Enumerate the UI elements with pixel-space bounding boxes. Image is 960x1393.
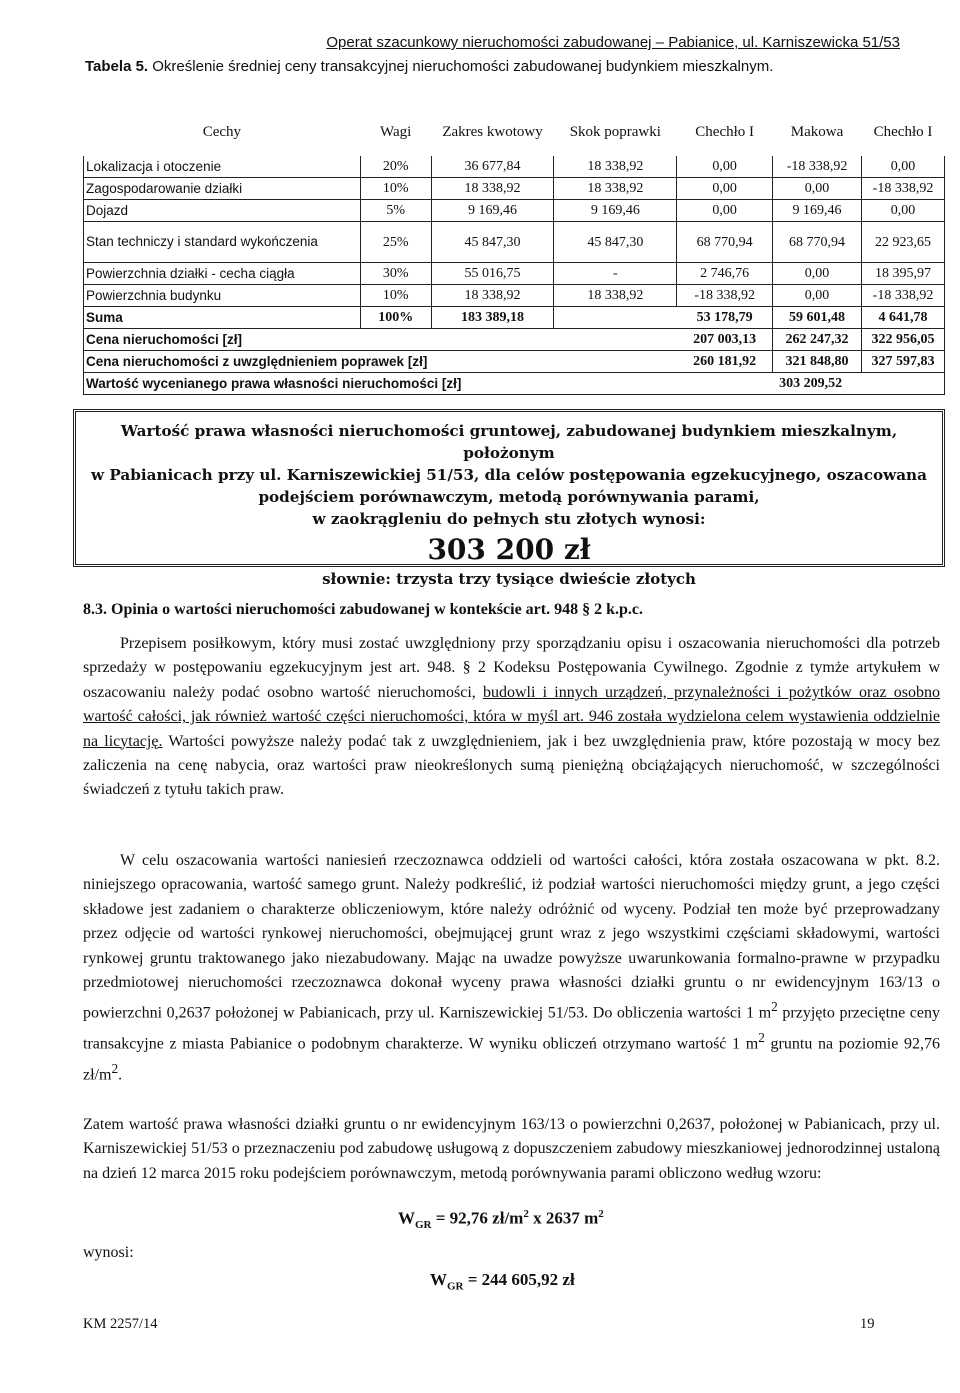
table-row <box>84 156 945 178</box>
table-row <box>84 200 945 222</box>
row-comp1: 2 746,76 <box>677 263 773 285</box>
paragraph-1-text-a: Przepisem posiłkowym, który musi zostać uwzględniony przy sporządzaniu opisu i oszacowania nieruchomości dla potrzeb sprzedaży w postępowaniu egzekucyjnym jest art. 948. § 2 Kodeksu Postępowania Cywilnego. Zgodnie z tymże artykułem w oszacowaniu należy podać osobno wartość nieruchomości, <box>83 635 940 701</box>
paragraph-2-text-b: przyjęto przeciętne ceny transakcyjne z miasta Pabianice o podobnym charakterze. W wyniku obliczeń otrzymano wartość 1 m <box>83 1004 940 1053</box>
row-label: Powierzchnia budynku <box>84 285 361 307</box>
row-step: - <box>554 263 677 285</box>
appraised-value-label: Wartość wycenianego prawa własności nieruchomości [zł] <box>84 373 677 395</box>
row-step: 45 847,30 <box>554 222 677 263</box>
table-header-row <box>84 109 945 156</box>
row-weight: 25% <box>360 222 431 263</box>
row-comp2: 0,00 <box>773 263 862 285</box>
formula-2 <box>430 1270 575 1292</box>
sum-comp1: 53 178,79 <box>677 307 773 329</box>
row-comp3: 18 395,97 <box>862 263 945 285</box>
price-row <box>84 329 945 351</box>
yields-label: wynosi: <box>83 1244 134 1261</box>
row-range: 18 338,92 <box>431 285 554 307</box>
row-label: Powierzchnia działki - cecha ciągła <box>84 263 361 285</box>
price-comp2: 262 247,32 <box>773 329 862 351</box>
header-range: Zakres kwotowy <box>442 124 543 140</box>
row-comp1: 0,00 <box>677 178 773 200</box>
superscript: 2 <box>523 1208 529 1220</box>
paragraph-2-text-d: . <box>118 1066 123 1084</box>
superscript: 2 <box>758 1030 765 1046</box>
row-weight: 10% <box>360 178 431 200</box>
row-range: 45 847,30 <box>431 222 554 263</box>
header-features: Cechy <box>202 124 242 140</box>
summary-amount-words: słownie: trzysta trzy tysiące dwieście złotych <box>322 570 696 588</box>
header-weights: Wagi <box>380 124 412 140</box>
adjusted-price-row <box>84 351 945 373</box>
valuation-table <box>83 108 945 395</box>
adjusted-price-comp2: 321 848,80 <box>773 351 862 373</box>
formula-1-part-b: x 2637 m <box>528 1208 599 1228</box>
row-range: 9 169,46 <box>431 200 554 222</box>
paragraph-1-underlined: budowli i innych urządzeń, przynależności i pożytków oraz osobno wartość całości, jak również wartość części nieruchomości, która w myśl art. 946 została wydzielona celem wystawienia oddzielnie na licytację. <box>83 683 940 750</box>
row-range: 18 338,92 <box>431 178 554 200</box>
row-label: Stan techniczy i standard wykończenia <box>84 222 361 263</box>
summary-line-3: podejściem porównawczym, metodą porównywania parami, <box>258 488 760 506</box>
price-label: Cena nieruchomości [zł] <box>84 329 677 351</box>
table-row <box>84 263 945 285</box>
row-comp1: 0,00 <box>677 156 773 178</box>
row-weight: 20% <box>360 156 431 178</box>
price-comp3: 322 956,05 <box>862 329 945 351</box>
row-label: Dojazd <box>84 200 361 222</box>
table-row <box>84 178 945 200</box>
valuation-summary-box <box>73 409 945 588</box>
row-weight: 10% <box>360 285 431 307</box>
row-comp1: -18 338,92 <box>677 285 773 307</box>
row-step: 18 338,92 <box>554 156 677 178</box>
sum-weight: 100% <box>360 307 431 329</box>
paragraph-1 <box>83 632 940 803</box>
appraised-value-row <box>84 373 945 395</box>
row-range: 55 016,75 <box>431 263 554 285</box>
footer-reference: KM 2257/14 <box>83 1316 158 1332</box>
sum-comp2: 59 601,48 <box>773 307 862 329</box>
superscript: 2 <box>598 1208 604 1220</box>
document-header-title: Operat szacunkowy nieruchomości zabudowanej – Pabianice, ul. Karniszewicka 51/53 <box>326 34 900 51</box>
row-weight: 30% <box>360 263 431 285</box>
formula-symbol: W <box>398 1208 415 1228</box>
row-comp3: -18 338,92 <box>862 178 945 200</box>
appraised-value: 303 209,52 <box>677 373 945 395</box>
table-row <box>84 222 945 263</box>
row-step: 9 169,46 <box>554 200 677 222</box>
adjusted-price-comp1: 260 181,92 <box>677 351 773 373</box>
row-comp1: 0,00 <box>677 200 773 222</box>
row-comp2: -18 338,92 <box>773 156 862 178</box>
formula-symbol: W <box>430 1270 447 1289</box>
header-comp2: Makowa <box>790 124 844 140</box>
row-step: 18 338,92 <box>554 285 677 307</box>
formula-2-result: = 244 605,92 zł <box>463 1270 575 1289</box>
formula-subscript: GR <box>415 1219 432 1232</box>
sum-empty <box>554 307 677 329</box>
summary-line-4: w zaokrągleniu do pełnych stu złotych wynosi: <box>312 510 706 528</box>
row-range: 36 677,84 <box>431 156 554 178</box>
superscript: 2 <box>111 1060 119 1076</box>
price-comp1: 207 003,13 <box>677 329 773 351</box>
table-caption <box>85 58 773 75</box>
summary-line-2: w Pabianicach przy ul. Karniszewickiej 51/53, dla celów postępowania egzekucyjnego, oszacowana <box>91 466 927 484</box>
paragraph-1-text-b: Wartości powyższe należy podać tak z uwzględnieniem, jak i bez uwzględnienia praw, które pozostają w mocy bez zaliczenia na cenę nabycia, oraz wartości praw nieokreślonych sumą pieniężną obciążających nieruchomość, w szczególności świadczeń z tytułu takich praw. <box>83 732 940 799</box>
summary-line-1: Wartość prawa własności nieruchomości gruntowej, zabudowanej budynkiem mieszkalnym, położonym <box>120 422 898 462</box>
row-comp2: 0,00 <box>773 178 862 200</box>
table-row <box>84 285 945 307</box>
table-caption-number: Tabela 5. <box>85 58 149 75</box>
section-heading: 8.3. Opinia o wartości nieruchomości zabudowanej w kontekście art. 948 § 2 k.p.c. <box>83 601 643 618</box>
row-step: 18 338,92 <box>554 178 677 200</box>
paragraph-2-text-c: gruntu na poziomie 92,76 zł/m <box>83 1035 940 1084</box>
sum-row <box>84 307 945 329</box>
paragraph-2-text-a: W celu oszacowania wartości naniesień rzeczoznawca oddzieli od wartości całości, która została oszacowana w pkt. 8.2. niniejszego opracowania, wartość samego grunt. Należy podkreślić, iż podział wartości nieruchomości między grunt, a jego części składowe jest zadaniem o charakterze obliczeniowym, które należy odróżnić od wyceny. Podział ten może być przeprowadzany przez odjęcie od wartości rynkowej nieruchomości, obejmującej grunt wraz z jego wszystkimi częściami składowymi, wartości rynkowej gruntu traktowanego jako niezabudowany. Mając na uwadze powyższe uwarunkowania formalno-prawne w przypadku przedmiotowej nieruchomości rzeczoznawca dokonał wyceny prawa własności działki gruntu o nr ewidencyjnym 163/13 o powierzchni 0,2637 położonej w Pabianicach, przy ul. Karniszewickiej 51/53. Do obliczenia wartości 1 m <box>83 852 940 1022</box>
sum-range: 183 389,18 <box>431 307 554 329</box>
row-comp3: -18 338,92 <box>862 285 945 307</box>
header-step: Skok poprawki <box>569 124 661 140</box>
row-comp3: 0,00 <box>862 156 945 178</box>
formula-subscript: GR <box>447 1280 464 1293</box>
formula-1-part-a: = 92,76 zł/m <box>431 1208 524 1228</box>
row-comp2: 68 770,94 <box>773 222 862 263</box>
summary-amount: 303 200 zł <box>427 533 591 566</box>
row-comp2: 0,00 <box>773 285 862 307</box>
sum-label: Suma <box>84 307 361 329</box>
row-label: Zagospodarowanie działki <box>84 178 361 200</box>
row-comp3: 0,00 <box>862 200 945 222</box>
adjusted-price-label: Cena nieruchomości z uwzględnieniem poprawek [zł] <box>84 351 677 373</box>
row-comp3: 22 923,65 <box>862 222 945 263</box>
row-label: Lokalizacja i otoczenie <box>84 156 361 178</box>
header-comp3: Chechło I <box>873 124 933 140</box>
superscript: 2 <box>771 999 778 1015</box>
row-weight: 5% <box>360 200 431 222</box>
paragraph-2 <box>83 849 940 1088</box>
page-number: 19 <box>860 1316 875 1332</box>
paragraph-3: Zatem wartość prawa własności działki gruntu o nr ewidencyjnym 163/13 o powierzchni 0,2637, położonej w Pabianicach, przy ul. Karniszewickiej 51/53 o przeznaczeniu pod zabudowę usługową z dopuszczeniem zabudowy mieszkaniowej jednorodzinnej ustaloną na dzień 12 marca 2015 roku podejściem porównawczym, metodą porównywania parami obliczono według wzoru: <box>83 1116 940 1182</box>
row-comp1: 68 770,94 <box>677 222 773 263</box>
adjusted-price-comp3: 327 597,83 <box>862 351 945 373</box>
table-caption-text: Określenie średniej ceny transakcyjnej nieruchomości zabudowanej budynkiem mieszkalnym. <box>152 58 774 75</box>
row-comp2: 9 169,46 <box>773 200 862 222</box>
sum-comp3: 4 641,78 <box>862 307 945 329</box>
header-comp1: Chechło I <box>695 124 755 140</box>
formula-1 <box>398 1208 604 1231</box>
